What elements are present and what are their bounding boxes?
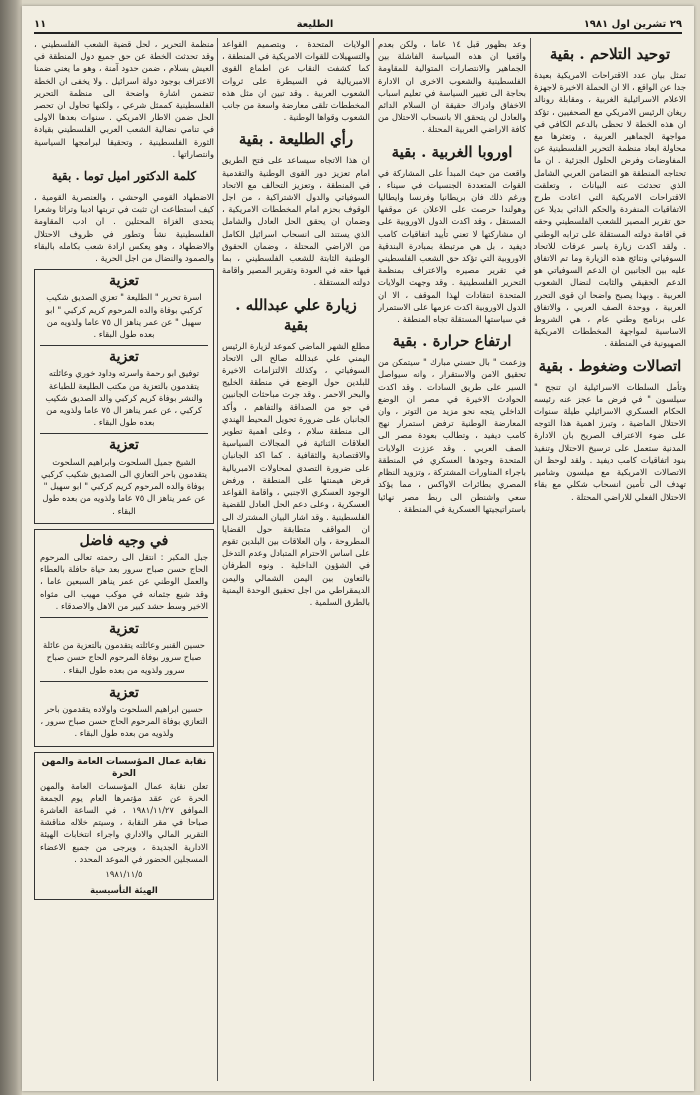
article-body: مطلع الشهر الماضي كموعد لزيارة الرئيس اليمني علي عبدالله صالح الى الاتحاد السوفياتي ، وكذلك الالتزامات الاخيرة للبلدين حول الوضع في منطقة الخليج والبحر الاحمر . وقد جرت مباحثات الجانبين في جو من الصداقة والتفاهم ، وأكد الجانبان على ضرورة تحويل المحيط الهندي الى منطقة سلام ، وعلى اهمية تطوير العلاقات الثنائية في المجالات السياسية والاقتصادية والثقافية . كما اكد الجانبان على ضرورة التصدي لمحاولات الامبريالية فرض هيمنتها على المنطقة ، ورفض الوجود العسكري الاجنبي ، واقامة القواعد العسكرية ، وعلى دعم الحل العادل للقضية الفلسطينية . وقد اشار البيان المشترك الى ان المواقف متطابقة حول القضايا المطروحة ، وان العلاقات بين البلدين تقوم على اساس الاحترام المتبادل وعدم التدخل في الشؤون الداخلية . ونوه الطرفان بالتعاون بين اليمن الشمالي واليمن الديمقراطي من اجل تحقيق الوحدة اليمنية بالطرق السلمية .	[222, 340, 370, 607]
condolence-box	[34, 269, 214, 523]
column-3	[222, 38, 370, 1083]
column-2	[378, 38, 526, 1083]
obituary-box	[34, 529, 214, 747]
notice-title: نقابة عمال المؤسسات العامة والمهن الحرة	[41, 756, 207, 779]
page-binding-shadow	[0, 0, 22, 1095]
condolence-title: تعزية	[109, 684, 139, 701]
header-paper-name: الطليعة	[296, 18, 334, 30]
article-body: الاضطهاد القومي الوحشي ، والعنصرية القومية ، كيف استطاعت ان تثبت في تربتها اديبا وتراثا وشعرا يتحدى الغزاة المحتلين . ان ادب المقاومة الفلسطينية نشأ وتطور في ظروف الاحتلال والاضطهاد ، وهو يعكس ارادة شعب بكامله بالبقاء والصمود والنضال من اجل الحرية .	[34, 192, 214, 264]
article-headline: ارتفاع حرارة . بقية	[392, 332, 512, 351]
condolence-title: تعزية	[109, 273, 139, 290]
column-4	[34, 38, 214, 1083]
article-headline: توحيد التلاحم . بقية	[549, 45, 671, 63]
notice-date: ١٩٨١/١١/٥	[105, 868, 143, 879]
article-body: منظمة التحرير ، لحل قضية الشعب الفلسطيني ، وقد تحدثت الخطة عن حق جميع دول المنطقة في العيش بسلام ، ضمن حدود آمنة ، وهو ما يعني ضمنا الاعتراف بوجود دولة اسرائيل . ولا يخفى ان الخطة تتضمن اشارة واضحة الى منظمة التحرير الفلسطينية كممثل شرعي ، ولكنها تحاول ان تحصر الحل ضمن الاطار الامريكي . سنوات بعدها الاولى في تنامي نضالية الشعب العربي الفلسطيني بقيادة الثورة الفلسطينية ، وتحقيقا لبرامجها السياسية وانتصاراتها .	[34, 39, 214, 159]
condolence-text: الشيخ جميل السلحوت وابراهيم السلحوت يتقدمون باحر التعازي الى الصديق شكيب كركبي بوفاة والده المرحوم كريم كركبي " ابو سهيل " عن عمر يناهز ال ٧٥ عاما ولذويه من بعده طول البقاء .	[41, 456, 207, 516]
condolence-text: حسين ابراهيم السلحوت واولاده يتقدمون باحر التعازي بوفاة المرحوم الحاج حسن صباح سرور ، ولذويه من بعده طول البقاء .	[40, 703, 208, 739]
union-notice-box	[34, 752, 214, 901]
article-headline: زيارة علي عبدالله . بقية	[235, 295, 357, 334]
header-page-number: ١١	[34, 18, 47, 30]
column-1	[534, 38, 686, 1083]
article-body: واقعت من حيث المبدأ على المشاركة في القوات المتعددة الجنسيات في سيناء ، ورغم ذلك فان بريطانيا وفرنسا وايطاليا وهولندا حرصت على الاعلان عن موقفها المستقل ، وقد اكدت الدول الاوروبية على ان مشاركتها لا تعني تأييد اتفاقيات كامب ديفيد ، بل هي مرتبطة بمبادرة البندقية الاوروبية التي تؤكد حق الشعب الفلسطيني في تقرير مصيره والاعتراف بمنظمة التحرير الفلسطينية . وقد وجهت الولايات المتحدة انتقادات لهذا الموقف ، الا ان الدول الاوروبية اكدت عزمها على الاستمرار في سياستها المستقلة تجاه المنطقة .	[378, 167, 526, 325]
article-headline: رأي الطليعة . بقية	[238, 130, 354, 149]
article-body: ان هذا الاتجاه سيساعد على فتح الطريق امام تعزيز دور القوى الوطنية والتقدمية في المنطقة ، وتعزيز التحالف مع الاتحاد السوفياتي والدول الاشتراكية ، من اجل الوقوف بحزم امام المخططات الامريكية ، وضمان ان يحقق الحل العادل والشامل الذي يستند الى انسحاب اسرائيل الكامل من الاراضي المحتلة ، وضمان الحقوق الوطنية الثابتة للشعب الفلسطيني ، بما فيها حقه في العودة وتقرير المصير واقامة دولته المستقلة .	[222, 155, 370, 288]
condolence-title: تعزية	[109, 349, 139, 366]
newspaper-page	[22, 6, 694, 1091]
column-divider	[217, 38, 218, 1081]
condolence-text: حسين القنبر وعائلته يتقدمون بالتعزية من عائلة صباح سرور بوفاة المرحوم الحاج حسن صباح سرور ولذويه من بعده طول البقاء .	[43, 640, 205, 675]
article-body: وتأمل السلطات الاسرائيلية ان تنجح " سيلسون " في فرض ما عجز عنه رئيسه الحكام العسكري الاسرائيلي طيلة سنوات الاحتلال الماضية ، وتبرز اهمية هذا التوجه على ضوء الاعتراف الصريح بان الادارة المدنية ستعمل على ترسيخ الاحتلال وتنفيذ بنود اتفاقيات كامب ديفيد . ولقد لوحظ ان الاتصالات الامريكية مع ميلسون وشامير تهدف الى تأمين انسحاب شكلي مع بقاء الاحتلال الفعلي للاراضي المحتلة .	[534, 381, 686, 502]
article-body: الولايات المتحدة ، وبتصميم القواعد والتسهيلات للقوات الامريكية في المنطقة ، كما كشفت النقاب عن اطماع القوى الامبريالية في السيطرة على ثروات الشعوب العربية . وقد تبين ان مثل هذه المخططات تلقى معارضة واسعة من جانب الشعوب وقواها الوطنية .	[222, 39, 370, 123]
article-headline: كلمة الدكتور اميل توما . بقية	[51, 169, 197, 184]
notice-text: تعلن نقابة عمال المؤسسات العامة والمهن الحرة عن عقد مؤتمرها العام يوم الجمعة الموافق ١٩٨١/١١/٢٧ ، في الساعة العاشرة صباحا في مقر النقابة ، وسيتم خلاله مناقشة التقرير المالي والاداري واجراء انتخابات الهيئة الادارية الجديدة ، ويرجى من جميع الاعضاء المسجلين الحضور في الموعد المحدد .	[40, 780, 208, 864]
condolence-text: توفيق ابو رحمة واسرته وداود خوري وعائلته يتقدمون بالتعزية من مكتب الطليعة للطباعة والنشر بوفاة كريم كركبي والد الصديق شكيب كركبي ، عن عمر يناهز ال ٧٥ عاما ولذويه من بعده طول البقاء .	[45, 368, 203, 428]
divider	[40, 433, 208, 434]
article-body: وعد بظهور قبل ١٤ عاما ، ولكن بعدم واقعيا ان هذه السياسة الفاشلة بين الجماهير والانتصارات المتوالية للمقاومة الفلسطينية والشعوب الاخرى ان الادارة بحاجة الى تغيير السياسة في تعليم اسباب الاخفاق وادراك حقيقة ان السلام الدائم والعادل لن يتحقق الا بانسحاب الاحتلال من كافة الاراضي العربية المحتلة .	[378, 39, 526, 135]
condolence-text: اسرة تحرير " الطليعة " تعزي الصديق شكيب كركبي بوفاة والده المرحوم كريم كركبي " ابو سهيل " عن عمر يناهز ال ٧٥ عاما ولذويه من بعده طول البقاء .	[45, 292, 203, 340]
page-header	[34, 16, 682, 34]
header-date: ٢٩ تشرين اول ١٩٨١	[583, 18, 682, 30]
article-body: تمثل بيان عدد الاقتراحات الامريكية بعيدة جدا عن الواقع ، الا ان الحملة الاخيرة لاجهزة الاعلام الاسرائيلية الغربية ، ومقابلة رونالد ريغان الرئيس الامريكي مع الصحفيين ، تؤكد ان هذه الخطة لا تحظى بالدعم الكافي في مواجهة الجماهير العربية ، وتعثرها مع محاولة ابعاد منظمة التحرير الفلسطينية عن المفاوضات وفرض الحلول الجزئية . ان ما تحتاجه المنطقة هو التضامن العربي الشامل الذي تحدثت عنه البيانات ، وتعلقت الاقتراحات الامريكية التي اعادت طرح الاتفاقيات المنفردة والحكم الذاتي بديلا عن حق تقرير المصير للشعب الفلسطيني وحقه في اقامة دولته المستقلة على ترابه الوطني . ولقد اكدت زيارة ياسر عرفات للاتحاد السوفياتي ونتائج هذه الزيارة وما تم الاتفاق عليه بين الجانبين ان الدعم السوفياتي هو الدعم الحقيقي والثابت لنضال الشعوب العربية . وبهذا يصبح واضحا ان قوى التحرر العربية ، ووحدة الصف العربي ، والاتفاق على برنامج وطني عام ، هي الشروط الاساسية لمواجهة المخططات الامريكية الصهيونية في المنطقة .	[534, 70, 686, 349]
column-divider	[373, 38, 374, 1081]
obituary-text: جبل المكبر : انتقل الى رحمته تعالى المرحوم الحاج حسن صباح سرور بعد حياة حافلة بالعطاء والعمل الوطني عن عمر يناهز السبعين عاما ، وقد شيع جثمانه في موكب مهيب الى مثواه الاخير وسط حشد كبير من الاهل والاصدقاء .	[40, 551, 208, 611]
divider	[40, 681, 208, 682]
notice-signature: الهيئة التأسيسية	[90, 885, 158, 896]
article-body: وزعمت " بال حسني مبارك " سيتمكن من تحقيق الامن والاستقرار ، وانه سيواصل السير على طريق السادات . وقد اكدت الحوادث الاخيرة في مصر ان الوضع الداخلي يتجه نحو مزيد من التوتر ، وان المعارضة الوطنية ترفض استمرار نهج كامب ديفيد ، وتطالب بعودة مصر الى الصف العربي . وقد عززت الولايات المتحدة وجودها العسكري في المنطقة باجراء المناورات المشتركة ، وتزويد النظام المصري بطائرات الاواكس ، مما يؤكد سعي واشنطن الى ربط مصر نهائيا باستراتيجيتها العسكرية في المنطقة .	[378, 357, 526, 514]
condolence-title: تعزية	[109, 437, 139, 454]
divider	[40, 345, 208, 346]
column-divider	[530, 38, 531, 1081]
condolence-title: تعزية	[109, 620, 139, 637]
obituary-title: في وجيه فاضل	[79, 532, 169, 549]
divider	[40, 617, 208, 618]
article-headline: اتصالات وضغوط . بقية	[538, 356, 682, 375]
article-headline: اوروبا الغربية . بقية	[391, 142, 513, 161]
